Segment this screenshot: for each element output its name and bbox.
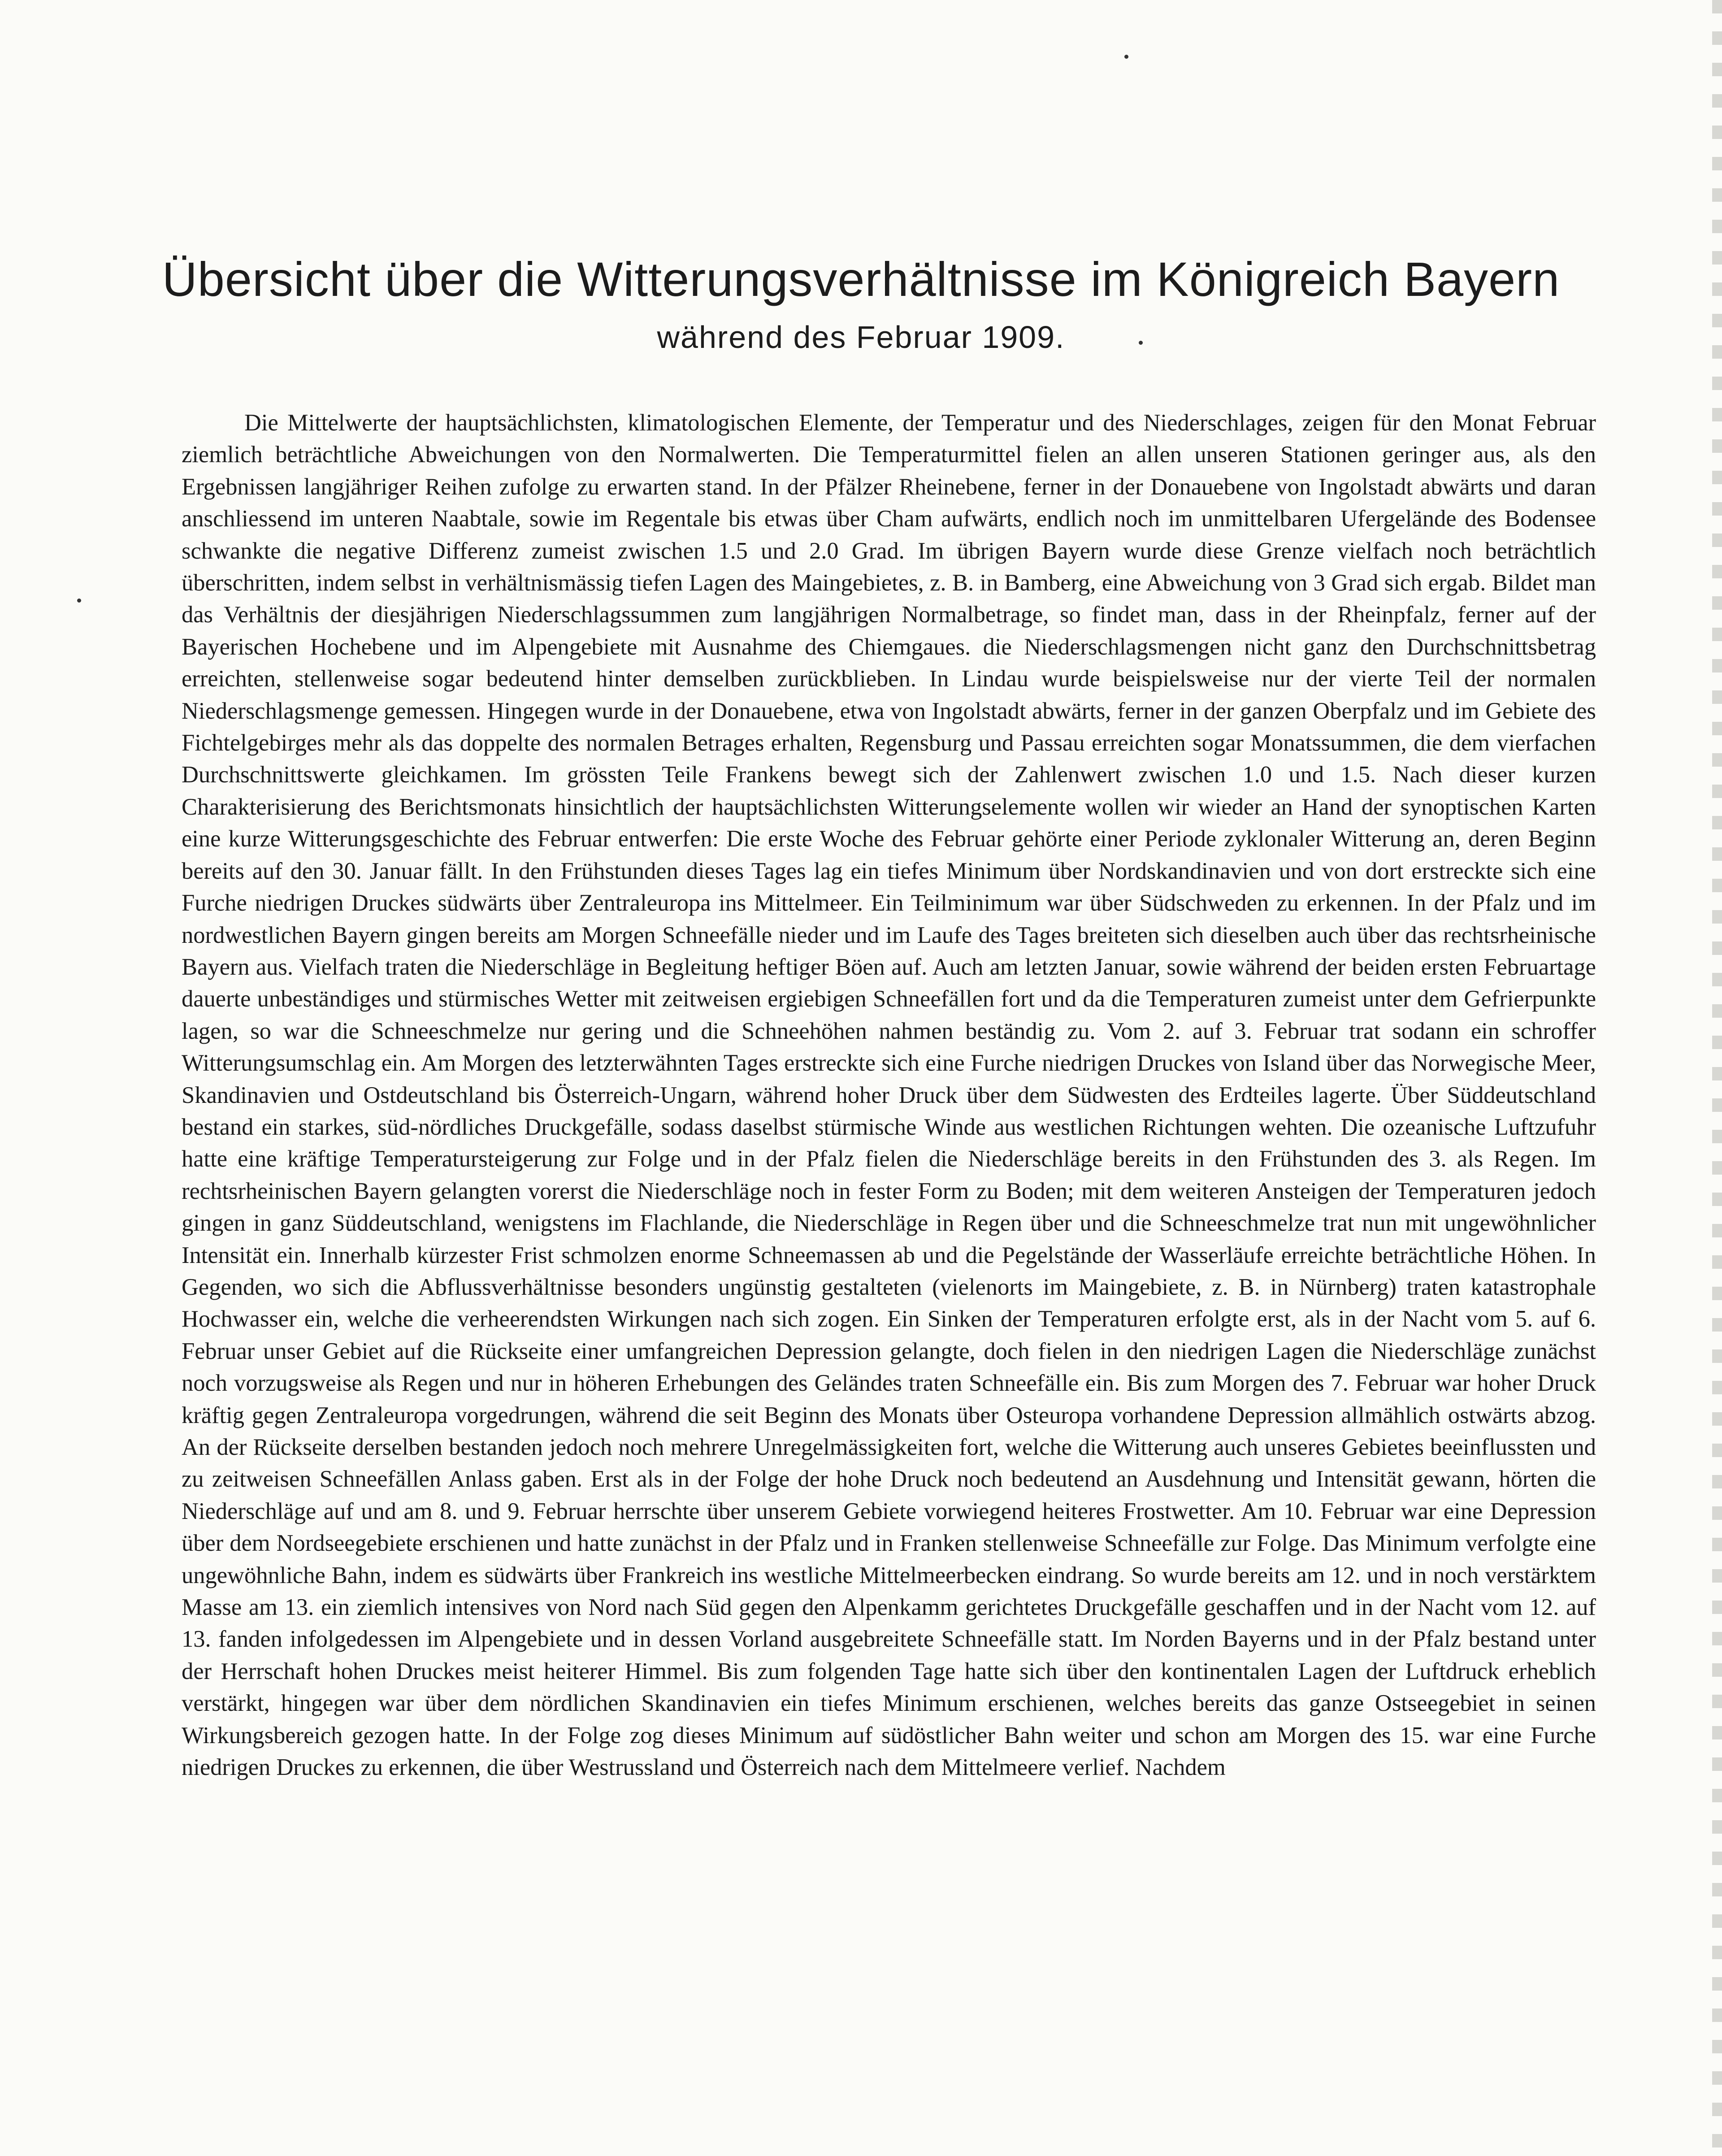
scan-speck — [1139, 341, 1143, 345]
scan-speck — [77, 599, 81, 603]
page-title: Übersicht über die Witterungsverhältnisse im Königreich Bayern — [162, 252, 1560, 306]
scan-speck — [1124, 55, 1128, 59]
body-paragraph: Die Mittelwerte der hauptsächlichsten, klimatologischen Elemente, der Temperatur und des Niederschlages, zeigen für den Monat Februar ziemlich beträchtliche Abweichungen von den Normalwerten. Die Temperaturmittel fielen an allen unseren Stationen geringer aus, als den Ergebnissen langjähriger Reihen zufolge zu erwarten stand. In der Pfälzer Rheinebene, ferner in der Donauebene von Ingolstadt abwärts und daran anschliessend im unteren Naabtale, sowie im Regentale bis etwas über Cham aufwärts, endlich noch im unmittelbaren Ufergelände des Bodensee schwankte die negative Differenz zumeist zwischen 1.5 und 2.0 Grad. Im übrigen Bayern wurde diese Grenze vielfach noch beträchtlich überschritten, indem selbst in verhältnismässig tiefen Lagen des Maingebietes, z. B. in Bamberg, eine Abweichung von 3 Grad sich ergab. Bildet man das Verhältnis der diesjährigen Niederschlagssummen zum langjährigen Normalbetrage, so findet man, dass in der Rheinpfalz, ferner auf der Bayerischen Hochebene und im Alpengebiete mit Ausnahme des Chiemgaues. die Niederschlagsmengen nicht ganz den Durchschnittsbetrag erreichten, stellenweise sogar bedeutend hinter demselben zurückblieben. In Lindau wurde beispielsweise nur der vierte Teil der normalen Niederschlagsmenge gemessen. Hingegen wurde in der Donauebene, etwa von Ingolstadt abwärts, ferner in der ganzen Oberpfalz und im Gebiete des Fichtelgebirges mehr als das doppelte des normalen Betrages erhalten, Regensburg und Passau erreichten sogar Monatssummen, die dem vierfachen Durchschnittswerte gleichkamen. Im grössten Teile Frankens bewegt sich der Zahlenwert zwischen 1.0 und 1.5. Nach dieser kurzen Charakterisierung des Berichtsmonats hinsichtlich der hauptsächlichsten Witterungselemente wollen wir wieder an Hand der synoptischen Karten eine kurze Witterungsgeschichte des Februar entwerfen: Die erste Woche des Februar gehörte einer Periode zyklonaler Witterung an, deren Beginn bereits auf den 30. Januar fällt. In den Frühstunden dieses Tages lag ein tiefes Minimum über Nordskandinavien und von dort erstreckte sich eine Furche niedrigen Druckes südwärts über Zentraleuropa ins Mittelmeer. Ein Teilminimum war über Südschweden zu erkennen. In der Pfalz und im nordwestlichen Bayern gingen bereits am Morgen Schneefälle nieder und im Laufe des Tages breiteten sich dieselben auch über das rechtsrheinische Bayern aus. Vielfach traten die Niederschläge in Begleitung heftiger Böen auf. Auch am letzten Januar, sowie während der beiden ersten Februartage dauerte unbeständiges und stürmisches Wetter mit zeitweisen ergiebigen Schneefällen fort und da die Temperaturen zumeist unter dem Gefrierpunkte lagen, so war die Schneeschmelze nur gering und die Schneehöhen nahmen beständig zu. Vom 2. auf 3. Februar trat sodann ein schroffer Witterungsumschlag ein. Am Morgen des letzterwähnten Tages erstreckte sich eine Furche niedrigen Druckes von Island über das Norwegische Meer, Skandinavien und Ostdeutschland bis Österreich-Ungarn, während hoher Druck über dem Südwesten des Erdteiles lagerte. Über Süddeutschland bestand ein starkes, süd-nördliches Druckgefälle, sodass daselbst stürmische Winde aus westlichen Richtungen wehten. Die ozeanische Luftzufuhr hatte eine kräftige Temperatursteigerung zur Folge und in der Pfalz fielen die Niederschläge bereits in den Frühstunden des 3. als Regen. Im rechtsrheinischen Bayern gelangten vorerst die Niederschläge noch in fester Form zu Boden; mit dem weiteren Ansteigen der Temperaturen jedoch gingen in ganz Süddeutschland, wenigstens im Flachlande, die Niederschläge in Regen über und die Schneeschmelze trat nun mit ungewöhnlicher Intensität ein. Innerhalb kürzester Frist schmolzen enorme Schneemassen ab und die Pegelstände der Wasserläufe erreichte beträchtliche Höhen. In Gegenden, wo sich die Abflussverhältnisse besonders ungünstig gestalteten (vielenorts im Maingebiete, z. B. in Nürnberg) traten katastrophale Hochwasser ein, welche die verheerendsten Wirkungen nach sich zogen. Ein Sinken der Temperaturen erfolgte erst, als in der Nacht vom 5. auf 6. Februar unser Gebiet auf die Rückseite einer umfangreichen Depression gelangte, doch fielen in den niedrigen Lagen die Niederschläge zunächst noch vorzugsweise als Regen und nur in höheren Erhebungen des Geländes traten Schneefälle ein. Bis zum Morgen des 7. Februar war hoher Druck kräftig gegen Zentraleuropa vorgedrungen, während die seit Beginn des Monats über Osteuropa vorhandene Depression allmählich ostwärts abzog. An der Rückseite derselben bestanden jedoch noch mehrere Unregelmässigkeiten fort, welche die Witterung auch unseres Gebietes beeinflussten und zu zeitweisen Schneefällen Anlass gaben. Erst als in der Folge der hohe Druck noch bedeutend an Ausdehnung und Intensität gewann, hörten die Niederschläge auf und am 8. und 9. Februar herrschte über unserem Gebiete vorwiegend heiteres Frostwetter. Am 10. Februar war eine Depression über dem Nordseegebiete erschienen und hatte zunächst in der Pfalz und in Franken stellenweise Schneefälle zur Folge. Das Minimum verfolgte eine ungewöhnliche Bahn, indem es südwärts über Frankreich ins westliche Mittelmeerbecken eindrang. So wurde bereits am 12. und in noch verstärktem Masse am 13. ein ziemlich intensives von Nord nach Süd gegen den Alpenkamm gerichtetes Druckgefälle geschaffen und in der Nacht vom 12. auf 13. fanden infolgedessen im Alpengebiete und in dessen Vorland ausgebreitete Schneefälle statt. Im Norden Bayerns und in der Pfalz bestand unter der Herrschaft hohen Druckes meist heiterer Himmel. Bis zum folgenden Tage hatte sich über den kontinentalen Lagen der Luftdruck erheblich verstärkt, hingegen war über dem nördlichen Skandinavien ein tiefes Minimum erschienen, welches bereits das ganze Ostseegebiet in seinen Wirkungsbereich gezogen hatte. In der Folge zog dieses Minimum auf südöstlicher Bahn weiter und schon am Morgen des 15. war eine Furche niedrigen Druckes zu erkennen, die über Westrussland und Österreich nach dem Mittelmeere verlief. Nachdem — [182, 410, 1596, 1781]
page-subtitle: während des Februar 1909. — [657, 320, 1065, 355]
scan-edge-mark — [1712, 0, 1722, 2156]
